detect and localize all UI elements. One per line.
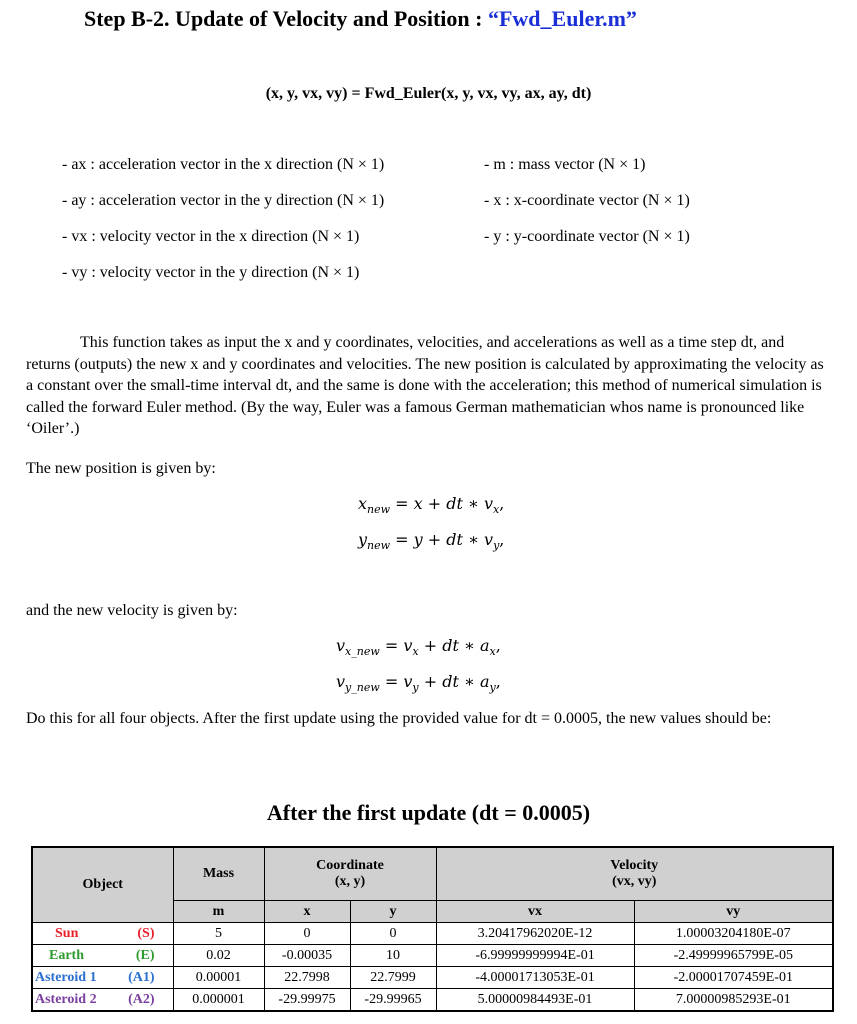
table-caption: After the first update (dt = 0.0005) (266, 800, 591, 825)
header-mass: Mass (173, 847, 264, 901)
y-cell: 10 (350, 945, 436, 967)
table-row (32, 989, 833, 1012)
mass-cell: 5 (173, 923, 264, 945)
equation-x-new: $x_{new} = x$ + dt ∗ $v_x$, (358, 494, 505, 517)
closing-paragraph: Do this for all four objects. After the first update using the provided value for dt = 0.0005, the new values should be: (26, 710, 772, 727)
object-cell: Asteroid 1 (A1) (32, 967, 173, 989)
param-y: - y : y-coordinate vector (N × 1) (484, 228, 690, 245)
table-row (32, 967, 833, 989)
header-vx: vx (436, 901, 634, 923)
vx-cell: 3.20417962020E-12 (436, 923, 634, 945)
vx-cell: 5.00000984493E-01 (436, 989, 634, 1012)
y-cell: 22.7999 (350, 967, 436, 989)
table-header-row (32, 847, 833, 901)
header-m: m (173, 901, 264, 923)
vy-cell: 1.00003204180E-07 (634, 923, 833, 945)
vx-cell: -6.99999999994E-01 (436, 945, 634, 967)
equation-y-new: $y_{new} = y$ + dt ∗ $v_y$, (358, 530, 505, 553)
object-cell: Asteroid 2 (A2) (32, 989, 173, 1012)
vy-cell: -2.49999965799E-05 (634, 945, 833, 967)
y-cell: 0 (350, 923, 436, 945)
page-title (84, 6, 637, 32)
x-cell: -29.99975 (264, 989, 350, 1012)
object-cell: Sun (S) (32, 923, 173, 945)
position-intro: The new position is given by: (26, 460, 216, 477)
header-y: y (350, 901, 436, 923)
param-vx: - vx : velocity vector in the x direction (N × 1) (62, 228, 360, 245)
header-x: x (264, 901, 350, 923)
vy-cell: 7.00000985293E-01 (634, 989, 833, 1012)
header-vy: vy (634, 901, 833, 923)
param-vy: - vy : velocity vector in the y direction (N × 1) (62, 264, 360, 281)
header-object: Object (32, 847, 173, 923)
velocity-intro: and the new velocity is given by: (26, 602, 238, 619)
function-signature: (x, y, vx, vy) = Fwd_Euler(x, y, vx, vy, ax, ay, dt) (265, 85, 592, 102)
x-cell: 0 (264, 923, 350, 945)
object-cell: Earth (E) (32, 945, 173, 967)
vx-cell: -4.00001713053E-01 (436, 967, 634, 989)
equation-vx-new: $v_{x\_new} = v_x$ + dt ∗ $a_x$, (336, 636, 501, 659)
equation-vy-new: $v_{y\_new} = v_y$ + dt ∗ $a_y$, (336, 672, 501, 695)
param-x: - x : x-coordinate vector (N × 1) (484, 192, 690, 209)
title-filename: “Fwd_Euler.m” (487, 6, 637, 31)
header-velocity: Velocity (vx, vy) (436, 847, 833, 901)
table-row (32, 923, 833, 945)
param-ay: - ay : acceleration vector in the y direction (N × 1) (62, 192, 385, 209)
vy-cell: -2.00001707459E-01 (634, 967, 833, 989)
x-cell: -0.00035 (264, 945, 350, 967)
mass-cell: 0.00001 (173, 967, 264, 989)
x-cell: 22.7998 (264, 967, 350, 989)
mass-cell: 0.000001 (173, 989, 264, 1012)
param-ax: - ax : acceleration vector in the x direction (N × 1) (62, 156, 385, 173)
param-m: - m : mass vector (N × 1) (484, 156, 646, 173)
title-prefix: Step B-2. Update of Velocity and Position : (84, 6, 488, 31)
mass-cell: 0.02 (173, 945, 264, 967)
table-row (32, 945, 833, 967)
results-table (31, 846, 834, 1012)
header-coordinate: Coordinate (x, y) (264, 847, 436, 901)
y-cell: -29.99965 (350, 989, 436, 1012)
intro-paragraph: This function takes as input the x and y coordinates, velocities, and accelerations as well as a time step dt, and returns (outputs) the new x and y coordinates and velocities. The new position is calculated by approximating the velocity as a constant over the small-time interval dt, and the same is done with the acceleration; this method of numerical simulation is called the forward Euler method. (By the way, Euler was a famous German mathematician whos name is pronounced like ‘Oiler’.) (26, 334, 824, 437)
